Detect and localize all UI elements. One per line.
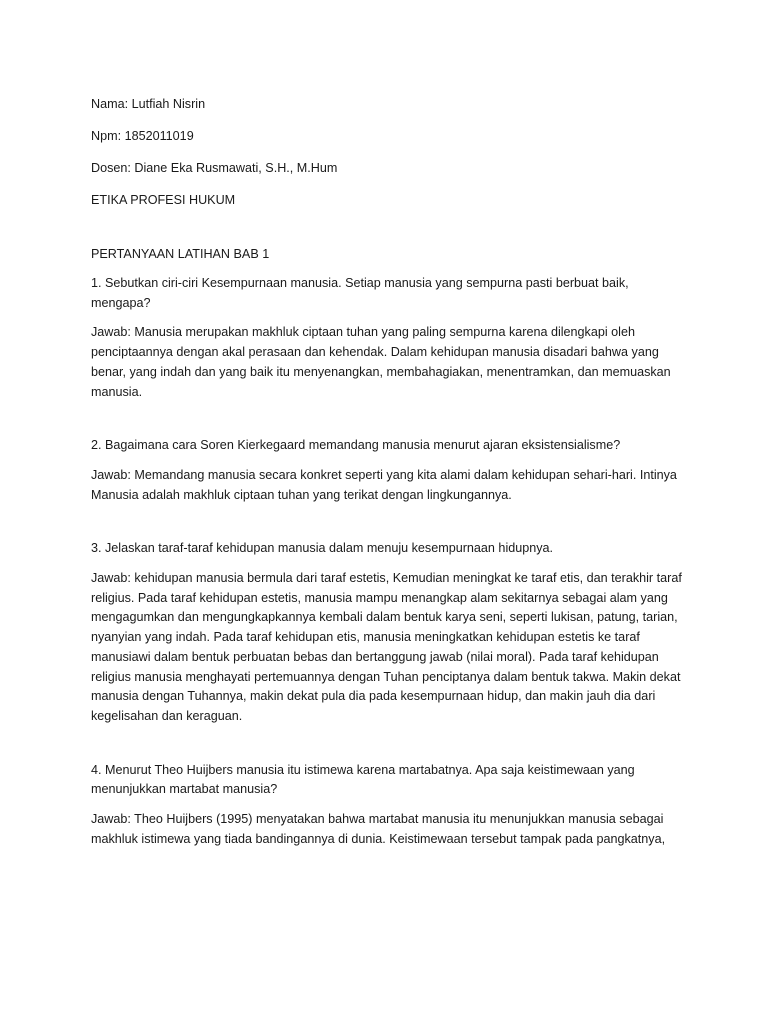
question-3: 3. Jelaskan taraf-taraf kehidupan manusia dalam menuju kesempurnaan hidupnya. [91,541,554,556]
answer-3: Jawab: kehidupan manusia bermula dari taraf estetis, Kemudian meningkat ke taraf etis, dan terakhir taraf religius. Pada taraf kehidupan estetis, manusia mampu menangkap alam sekitarnya sebagai alam yang mengagumkan dan mengungkapkannya kembali dalam bentuk karya seni, seperti lukisan, patung, tarian, nyanyian yang indah. Pada taraf kehidupan etis, manusia meningkatkan kehidupan estetis ke taraf manusiawi dalam bentuk perbuatan bebas dan bertanggung jawab (nilai moral). Pada taraf kehidupan religius manusia menghayati pertemuannya dengan Tuhan penciptanya dalam bentuk takwa. Makin dekat manusia dengan Tuhannya, makin dekat pula dia pada kesempurnaan hidup, dan makin jauh dia dari kegelisahan dan keraguan. [91,571,682,723]
section-title: PERTANYAAN LATIHAN BAB 1 [91,247,270,261]
answer-1: Jawab: Manusia merupakan makhluk ciptaan tuhan yang paling sempurna karena dilengkapi oleh penciptaannya dengan akal perasaan dan kehendak. Dalam kehidupan manusia disadari bahwa yang benar, yang indah dan yang baik itu menyenangkan, membahagiakan, menentramkan, dan memuaskan manusia. [91,325,671,399]
answer-2: Jawab: Memandang manusia secara konkret seperti yang kita alami dalam kehidupan sehari-hari. Intinya Manusia adalah makhluk ciptaan tuhan yang terikat dengan lingkungannya. [91,467,677,502]
question-1: 1. Sebutkan ciri-ciri Kesempurnaan manusia. Setiap manusia yang sempurna pasti berbuat baik, mengapa? [91,276,629,310]
student-name: Nama: Lutfiah Nisrin [91,97,206,111]
answer-4: Jawab: Theo Huijbers (1995) menyatakan bahwa martabat manusia itu menunjukkan manusia sebagai makhluk istimewa yang tiada bandingannya di dunia. Keistimewaan tersebut tampak pada pangkatnya, [91,812,666,846]
lecturer-name: Dosen: Diane Eka Rusmawati, S.H., M.Hum [91,161,338,175]
question-4: 4. Menurut Theo Huijbers manusia itu istimewa karena martabatnya. Apa saja keistimewaan yang menunjukkan martabat manusia? [91,762,635,797]
question-2: 2. Bagaimana cara Soren Kierkegaard memandang manusia menurut ajaran eksistensialisme? [91,438,621,453]
course-title: ETIKA PROFESI HUKUM [91,193,236,207]
student-npm: Npm: 1852011019 [91,129,194,143]
